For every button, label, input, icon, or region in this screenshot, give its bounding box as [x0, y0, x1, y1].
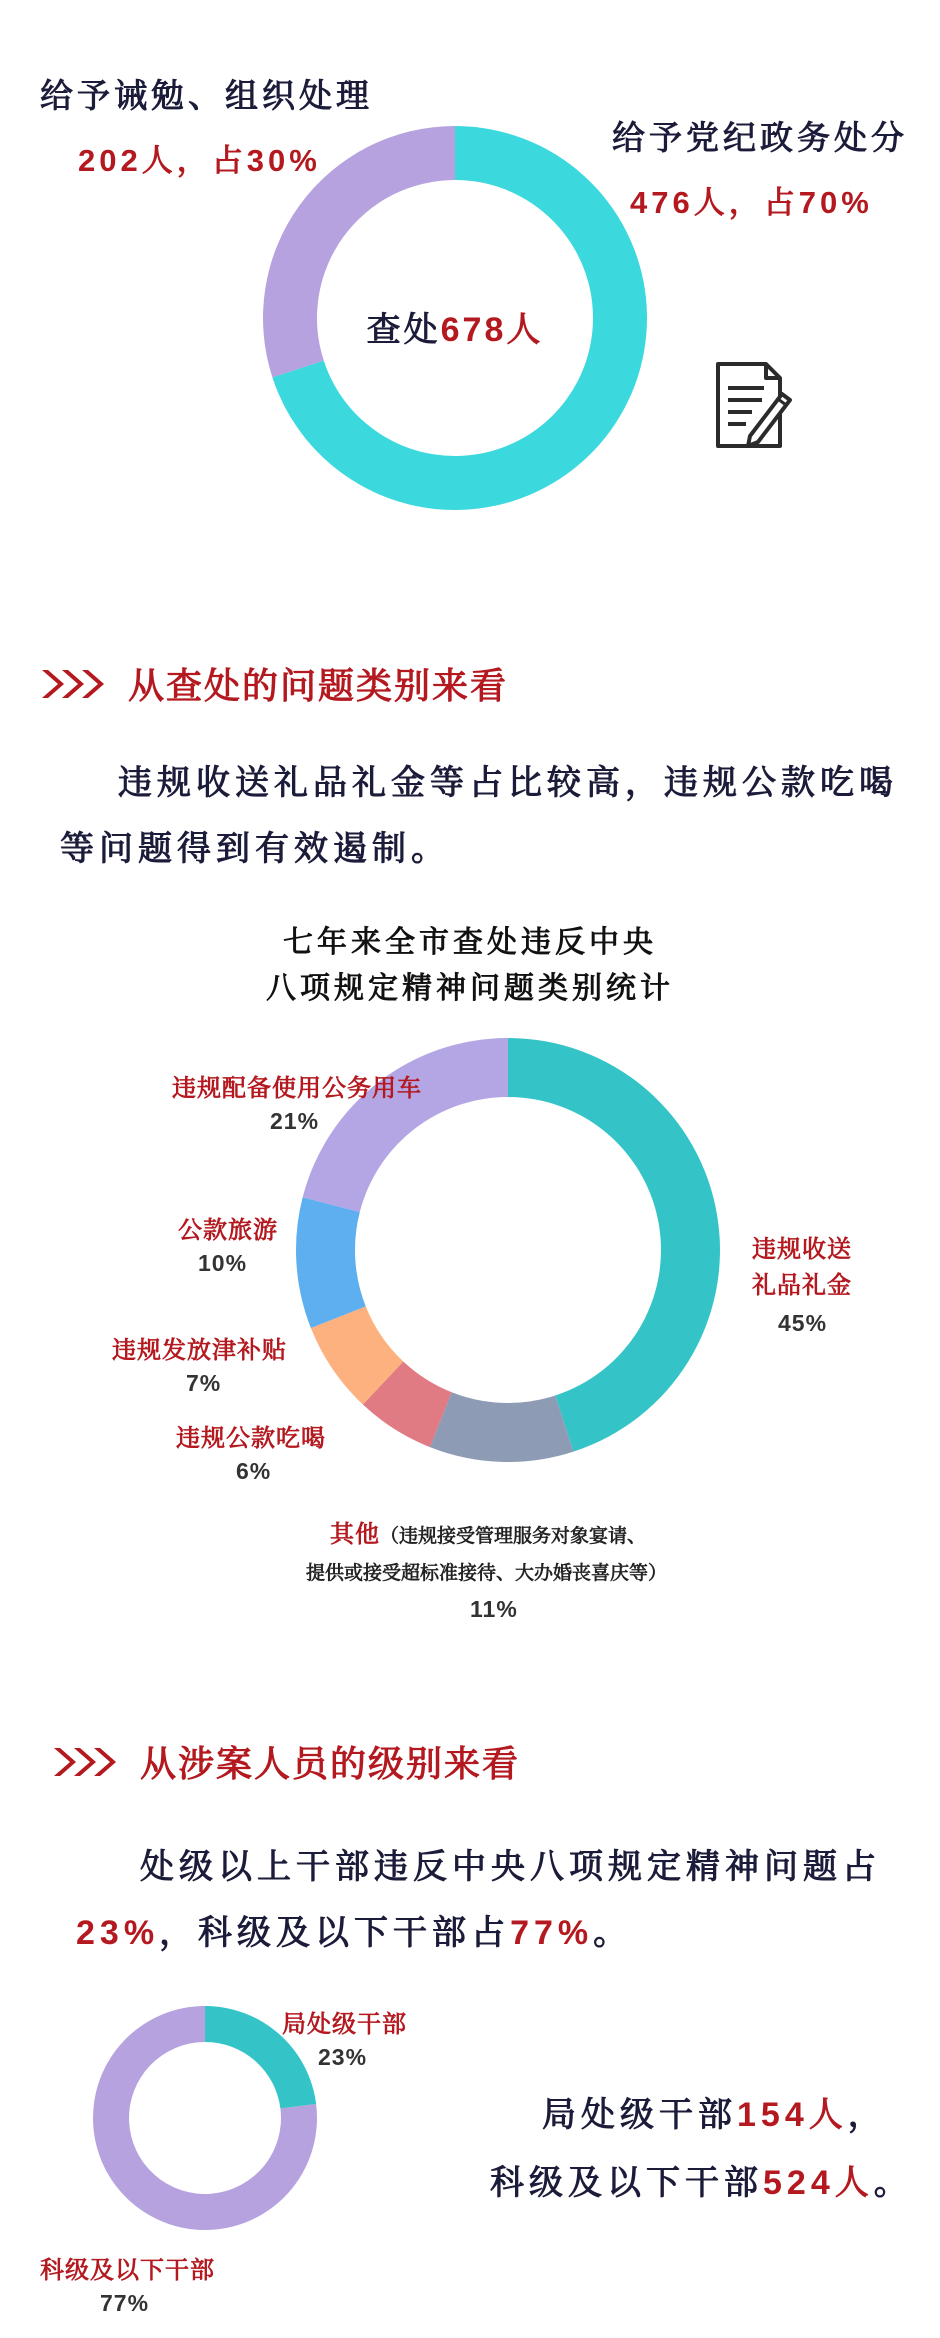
slice-label-admonish: 给予诫勉、组织处理	[40, 77, 373, 114]
category-pct-dining: 6%	[236, 1458, 272, 1484]
category-pct-other: 11%	[470, 1596, 518, 1622]
triple-chevron-icon	[40, 666, 110, 702]
paragraph-line-2: 等问题得到有效遏制。	[60, 830, 450, 868]
summary-value: 154人	[737, 2096, 848, 2134]
category-label-other	[330, 1514, 646, 1549]
summary-end: 。	[873, 2164, 913, 2202]
summary-value: 524人	[763, 2164, 874, 2202]
center-value: 678人	[440, 311, 544, 349]
summary-line-2	[490, 2150, 913, 2216]
triple-chevron-icon	[52, 1744, 122, 1780]
other-note-line-2: 提供或接受超标准接待、大办婚丧喜庆等）	[306, 1563, 668, 1584]
percent-text: 30%	[246, 143, 321, 178]
category-slice-4	[296, 1197, 366, 1328]
category-label-dining: 违规公款吃喝	[176, 1425, 326, 1452]
category-pct-allowance: 7%	[186, 1370, 222, 1396]
section-heading-level	[52, 1736, 520, 1787]
summary-line-1	[542, 2082, 887, 2148]
level-label-senior: 局处级干部	[282, 2011, 407, 2038]
section-title: 从涉案人员的级别来看	[140, 1743, 521, 1784]
category-label-travel: 公款旅游	[178, 1217, 278, 1244]
pct-junior: 77%	[510, 1914, 594, 1952]
category-pct-gifts: 45%	[778, 1310, 828, 1336]
section-heading-category	[40, 658, 508, 709]
count-text: 476人，占	[630, 185, 799, 220]
category-label-car: 违规配备使用公务用车	[172, 1075, 422, 1102]
category-slice-5	[303, 1038, 508, 1212]
other-note-line-1: （违规接受管理服务对象宴请、	[380, 1526, 647, 1547]
category-slice-1	[430, 1392, 574, 1462]
count-text: 202人，占	[78, 143, 247, 178]
document-pen-icon	[712, 358, 792, 454]
category-slice-0	[508, 1038, 720, 1452]
para-end: 。	[593, 1914, 633, 1952]
summary-end: ，	[847, 2096, 887, 2134]
paragraph-line-1: 违规收送礼品礼金等占比较高，违规公款吃喝	[118, 764, 898, 802]
category-label-gifts	[752, 1232, 852, 1304]
chart-title-line-2: 八项规定精神问题类别统计	[266, 972, 674, 1005]
level-pct-junior: 77%	[100, 2290, 150, 2316]
chart-title	[0, 920, 940, 1012]
gift-label-line-1: 违规收送	[752, 1236, 852, 1263]
summary-prefix: 局处级干部	[542, 2096, 737, 2134]
category-label-allowance: 违规发放津补贴	[112, 1337, 287, 1364]
paragraph-line-1: 处级以上干部违反中央八项规定精神问题占	[140, 1848, 881, 1886]
chart-title-line-1: 七年来全市查处违反中央	[283, 926, 657, 959]
category-pct-travel: 10%	[198, 1250, 248, 1276]
level-label-junior: 科级及以下干部	[40, 2257, 215, 2284]
other-label: 其他	[330, 1521, 380, 1548]
donut-chart-disposition	[0, 0, 940, 520]
pct-senior: 23%	[76, 1914, 160, 1952]
slice-label-discipline: 给予党纪政务处分	[612, 119, 908, 156]
donut-center-total	[340, 302, 570, 351]
para-mid: ，科级及以下干部占	[159, 1914, 511, 1952]
percent-text: 70%	[798, 185, 873, 220]
level-pct-senior: 23%	[318, 2044, 368, 2070]
paragraph-line-2	[76, 1900, 632, 1966]
category-pct-car: 21%	[270, 1108, 320, 1134]
center-prefix: 查处	[366, 311, 441, 349]
summary-prefix: 科级及以下干部	[490, 2164, 763, 2202]
gift-label-line-2: 礼品礼金	[752, 1272, 852, 1299]
section-title: 从查处的问题类别来看	[128, 665, 509, 706]
